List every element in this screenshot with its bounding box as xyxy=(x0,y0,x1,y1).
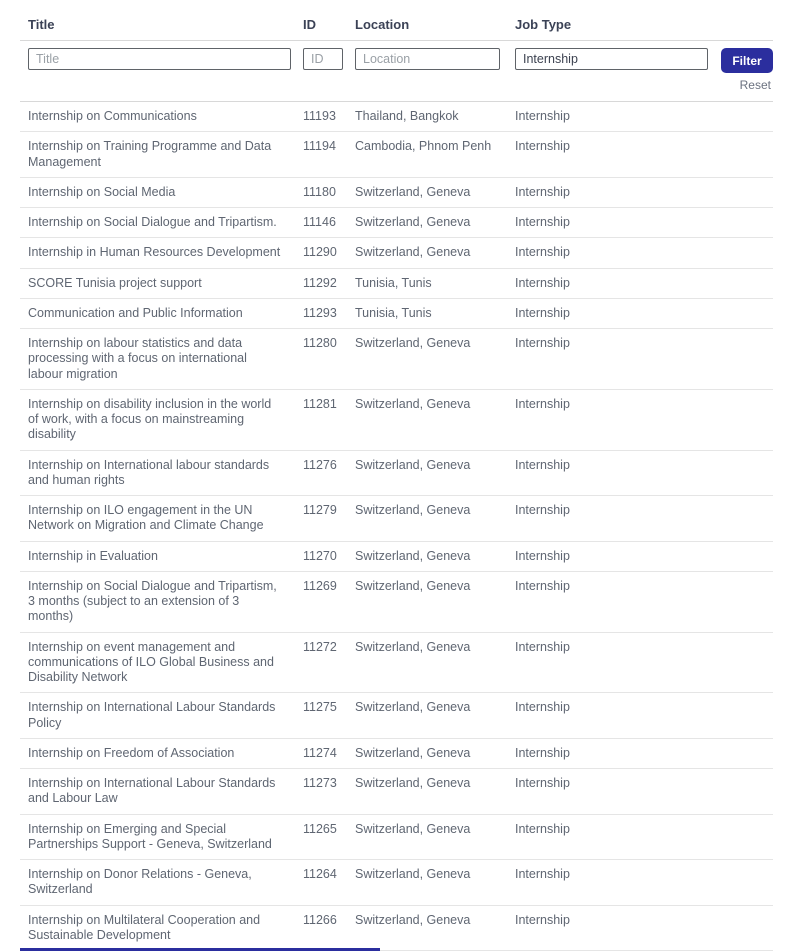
job-type-cell: Internship xyxy=(515,276,773,291)
job-type-cell: Internship xyxy=(515,215,773,230)
job-id-cell: 11193 xyxy=(303,109,355,124)
job-type-cell: Internship xyxy=(515,913,773,928)
job-title-cell[interactable]: Internship on Social Media xyxy=(28,185,303,200)
job-id-cell: 11281 xyxy=(303,397,355,412)
job-type-cell: Internship xyxy=(515,306,773,321)
job-id-cell: 11280 xyxy=(303,336,355,351)
job-row[interactable] xyxy=(20,542,773,572)
job-id-cell: 11266 xyxy=(303,913,355,928)
job-row[interactable] xyxy=(20,572,773,633)
job-id-cell: 11290 xyxy=(303,245,355,260)
job-id-cell: 11275 xyxy=(303,700,355,715)
job-title-cell[interactable]: Internship on Training Programme and Data Management xyxy=(28,139,303,170)
job-title-cell[interactable]: Internship on Communications xyxy=(28,109,303,124)
title-filter-input[interactable] xyxy=(28,48,291,70)
job-title-cell[interactable]: Internship on International Labour Standards Policy xyxy=(28,700,303,731)
job-location-cell: Switzerland, Geneva xyxy=(355,746,515,761)
job-id-cell: 11276 xyxy=(303,458,355,473)
job-id-cell: 11270 xyxy=(303,549,355,564)
job-location-cell: Switzerland, Geneva xyxy=(355,215,515,230)
job-title-cell[interactable]: Internship on Social Dialogue and Tripartism. xyxy=(28,215,303,230)
job-id-cell: 11273 xyxy=(303,776,355,791)
job-location-cell: Tunisia, Tunis xyxy=(355,276,515,291)
column-header-location: Location xyxy=(355,17,515,32)
job-location-cell: Switzerland, Geneva xyxy=(355,397,515,412)
table-body xyxy=(20,102,773,951)
job-location-cell: Switzerland, Geneva xyxy=(355,700,515,715)
job-id-cell: 11274 xyxy=(303,746,355,761)
job-title-cell[interactable]: Internship on event management and communications of ILO Global Business and Disability Network xyxy=(28,640,303,686)
job-id-cell: 11293 xyxy=(303,306,355,321)
job-row[interactable] xyxy=(20,132,773,178)
job-location-cell: Switzerland, Geneva xyxy=(355,640,515,655)
job-location-cell: Switzerland, Geneva xyxy=(355,458,515,473)
job-title-cell[interactable]: Internship on Multilateral Cooperation and Sustainable Development xyxy=(28,913,303,944)
column-header-id: ID xyxy=(303,17,355,32)
column-header-title: Title xyxy=(28,17,303,32)
column-header-job-type: Job Type xyxy=(515,17,773,32)
job-type-cell: Internship xyxy=(515,822,773,837)
job-type-cell: Internship xyxy=(515,336,773,351)
job-row[interactable] xyxy=(20,739,773,769)
job-row[interactable] xyxy=(20,269,773,299)
job-title-cell[interactable]: Internship on disability inclusion in the world of work, with a focus on mainstreaming disability xyxy=(28,397,303,443)
job-type-cell: Internship xyxy=(515,185,773,200)
job-row[interactable] xyxy=(20,451,773,497)
job-location-cell: Switzerland, Geneva xyxy=(355,549,515,564)
job-type-cell: Internship xyxy=(515,397,773,412)
job-type-cell: Internship xyxy=(515,700,773,715)
job-row[interactable] xyxy=(20,208,773,238)
filter-button[interactable]: Filter xyxy=(721,48,773,73)
job-title-cell[interactable]: Internship on Donor Relations - Geneva, Switzerland xyxy=(28,867,303,898)
job-location-cell: Switzerland, Geneva xyxy=(355,503,515,518)
job-row[interactable] xyxy=(20,329,773,390)
filter-row xyxy=(20,41,773,92)
job-location-cell: Switzerland, Geneva xyxy=(355,822,515,837)
job-title-cell[interactable]: Internship in Evaluation xyxy=(28,549,303,564)
job-id-cell: 11265 xyxy=(303,822,355,837)
job-row[interactable] xyxy=(20,860,773,906)
job-title-cell[interactable]: Internship on labour statistics and data processing with a focus on international labour migration xyxy=(28,336,303,382)
job-location-cell: Switzerland, Geneva xyxy=(355,913,515,928)
job-location-cell: Switzerland, Geneva xyxy=(355,579,515,594)
job-type-cell: Internship xyxy=(515,640,773,655)
job-id-cell: 11180 xyxy=(303,185,355,200)
job-row[interactable] xyxy=(20,693,773,739)
job-location-cell: Thailand, Bangkok xyxy=(355,109,515,124)
job-type-cell: Internship xyxy=(515,549,773,564)
reset-link[interactable]: Reset xyxy=(740,78,773,92)
job-type-cell: Internship xyxy=(515,579,773,594)
job-type-cell: Internship xyxy=(515,245,773,260)
location-filter-input[interactable] xyxy=(355,48,500,70)
job-row[interactable] xyxy=(20,102,773,132)
job-row[interactable] xyxy=(20,238,773,268)
job-id-cell: 11194 xyxy=(303,139,355,154)
job-type-cell: Internship xyxy=(515,503,773,518)
job-title-cell[interactable]: Internship on Freedom of Association xyxy=(28,746,303,761)
job-location-cell: Switzerland, Geneva xyxy=(355,867,515,882)
job-type-cell: Internship xyxy=(515,776,773,791)
table-column-headers xyxy=(20,0,773,40)
job-title-cell[interactable]: Internship on Emerging and Special Partnerships Support - Geneva, Switzerland xyxy=(28,822,303,853)
job-row[interactable] xyxy=(20,769,773,815)
job-id-cell: 11269 xyxy=(303,579,355,594)
job-type-cell: Internship xyxy=(515,458,773,473)
job-title-cell[interactable]: Internship in Human Resources Development xyxy=(28,245,303,260)
job-location-cell: Switzerland, Geneva xyxy=(355,245,515,260)
job-id-cell: 11264 xyxy=(303,867,355,882)
job-title-cell[interactable]: Internship on International Labour Standards and Labour Law xyxy=(28,776,303,807)
job-type-cell: Internship xyxy=(515,139,773,154)
filter-actions xyxy=(721,48,773,92)
job-title-cell[interactable]: Internship on International labour standards and human rights xyxy=(28,458,303,489)
job-type-cell: Internship xyxy=(515,746,773,761)
job-row[interactable] xyxy=(20,178,773,208)
job-row[interactable] xyxy=(20,633,773,694)
job-id-cell: 11272 xyxy=(303,640,355,655)
job-row[interactable] xyxy=(20,390,773,451)
id-filter-input[interactable] xyxy=(303,48,343,70)
job-location-cell: Switzerland, Geneva xyxy=(355,336,515,351)
job-location-cell: Cambodia, Phnom Penh xyxy=(355,139,515,154)
job-type-filter-input[interactable] xyxy=(515,48,708,70)
job-title-cell[interactable]: Internship on ILO engagement in the UN Network on Migration and Climate Change xyxy=(28,503,303,534)
job-title-cell[interactable]: Communication and Public Information xyxy=(28,306,303,321)
job-row[interactable] xyxy=(20,299,773,329)
job-title-cell[interactable]: SCORE Tunisia project support xyxy=(28,276,303,291)
job-location-cell: Tunisia, Tunis xyxy=(355,306,515,321)
job-row[interactable] xyxy=(20,906,773,951)
job-id-cell: 11279 xyxy=(303,503,355,518)
job-row[interactable] xyxy=(20,496,773,542)
job-title-cell[interactable]: Internship on Social Dialogue and Tripartism, 3 months (subject to an extension of 3 months) xyxy=(28,579,303,625)
job-location-cell: Switzerland, Geneva xyxy=(355,776,515,791)
job-row[interactable] xyxy=(20,815,773,861)
job-id-cell: 11292 xyxy=(303,276,355,291)
job-location-cell: Switzerland, Geneva xyxy=(355,185,515,200)
job-type-cell: Internship xyxy=(515,867,773,882)
job-id-cell: 11146 xyxy=(303,215,355,230)
job-type-cell: Internship xyxy=(515,109,773,124)
